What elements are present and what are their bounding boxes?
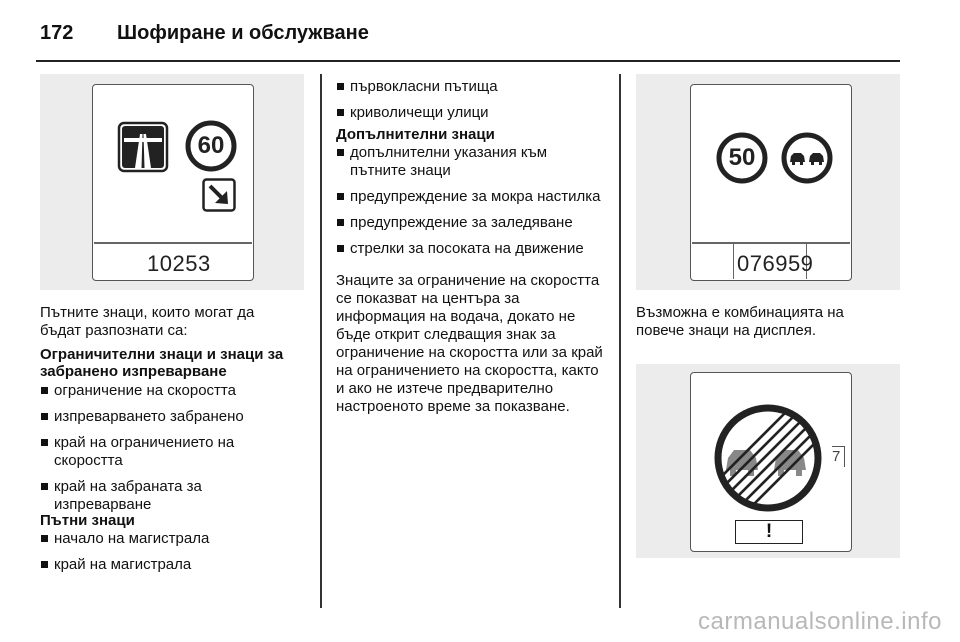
direction-arrow-icon: [202, 178, 236, 212]
list-item: ограничение на скоростта: [40, 382, 280, 400]
list-item: криволичещи улици: [336, 104, 606, 122]
end-of-no-overtaking-icon: [712, 402, 824, 514]
speed-limit-value: 50: [728, 144, 756, 171]
speed-limit-value: 60: [197, 132, 225, 159]
motorway-icon: [118, 122, 168, 172]
figure-code: 076959: [737, 251, 814, 276]
speed-limit-paragraph: Знаците за ограничение на скоростта се показват на центъра за информация на водача, докато не бъде открит следващия знак за ограничение на скоростта или за край на ограничението на скоростта, както и ако не изтече предварително настроеното време за показване.: [336, 272, 603, 415]
watermark: carmanualsonline.info: [698, 608, 942, 635]
list-item: край на ограничението на скоростта: [40, 434, 280, 470]
list-item: допълнителни указания към пътните знаци: [336, 144, 606, 180]
list-item: предупреждение за мокра настилка: [336, 188, 606, 206]
list-item: първокласни пътища: [336, 78, 606, 96]
header-rule: [36, 60, 900, 62]
figure-caption: Възможна е комбинацията на повече знаци на дисплея.: [636, 304, 844, 339]
heading-road-signs: Пътни знаци: [40, 512, 135, 529]
list-item: изпреварването забранено: [40, 408, 280, 426]
column-divider-right: [619, 74, 621, 608]
page-number: 172: [40, 22, 74, 44]
road-types-list: [336, 78, 606, 130]
supplementary-signs-list: [336, 144, 606, 266]
panel-divider: [94, 242, 252, 244]
figure-code: 10253: [147, 251, 211, 276]
page-title: Шофиране и обслужване: [117, 22, 369, 44]
figure-speed-and-overtaking-signs: [636, 74, 900, 290]
figure-motorway-sign: [40, 74, 304, 290]
list-item: начало на магистрала: [40, 530, 280, 548]
heading-supplementary-signs: Допълнителни знаци: [336, 126, 495, 143]
heading-restriction-signs: Ограничителни знаци и знаци за забранено изпреварване: [40, 346, 284, 380]
list-item: край на забраната за изпреварване: [40, 478, 280, 514]
list-item: край на магистрала: [40, 556, 280, 574]
side-marker-digit: 7: [832, 448, 841, 465]
no-overtaking-icon: [781, 132, 833, 184]
supplementary-sign-symbol: !: [765, 521, 773, 542]
intro-paragraph: Пътните знаци, които могат да бъдат разпознати са:: [40, 304, 255, 339]
list-item: предупреждение за заледяване: [336, 214, 606, 232]
figure-end-of-restriction-sign: [636, 364, 900, 558]
road-signs-list: [40, 530, 280, 582]
column-divider-left: [320, 74, 322, 608]
list-item: стрелки за посоката на движение: [336, 240, 606, 258]
restriction-signs-list: [40, 382, 280, 522]
